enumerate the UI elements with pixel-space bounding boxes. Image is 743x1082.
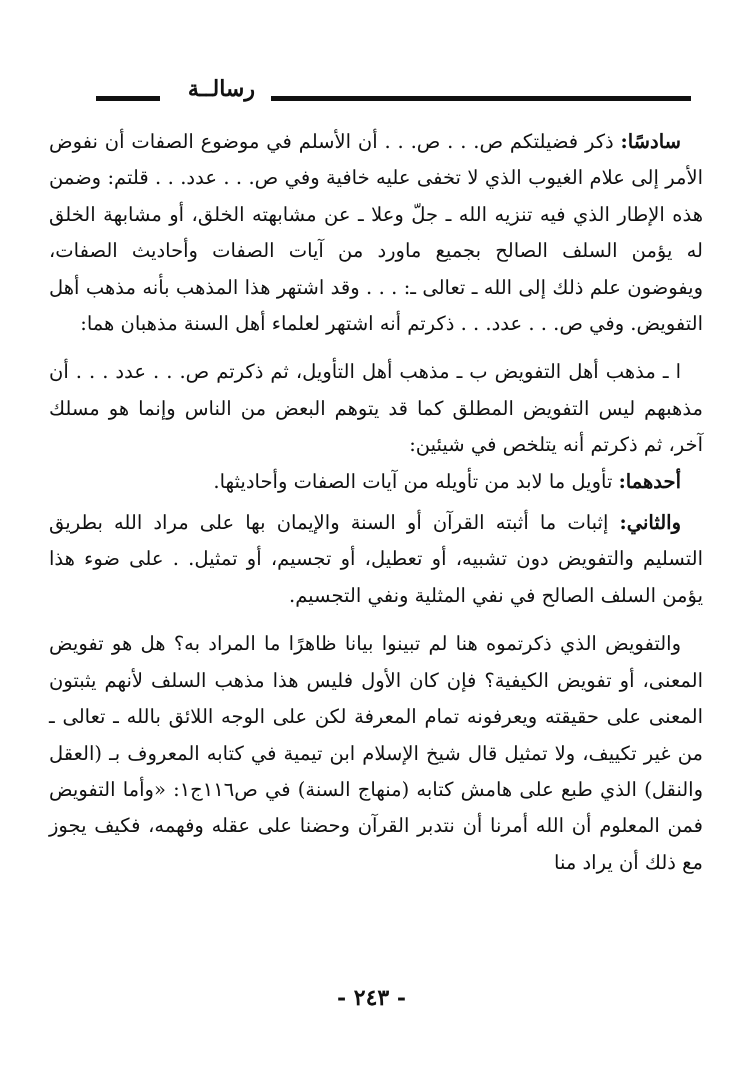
paragraph-body: إثبات ما أثبته القرآن أو السنة والإيمان بها على مراد الله بطريق التسليم والتفويض دون تشبيه، أو تعطيل، أو تجسيم، أو تمثيل. . على ضوء هذا يؤمن السلف الصالح في نفي المثلية ونفي التجسيم. [49,511,703,607]
body-text [49,124,703,881]
paragraph-label: والثاني: [619,511,681,535]
paragraph-two-schools [49,354,703,463]
paragraph-spacer [49,342,703,354]
paragraph-body: ا ـ مذهب أهل التفويض ب ـ مذهب أهل التأويل، ثم ذكرتم ص. . . عدد . . . أن مذهبهم ليس التفويض المطلق كما قد يتوهم البعض من الناس وإنما هو مسلك آخر، ثم ذكرتم أنه يتلخص في شيئين: [49,360,703,457]
paragraph-label: سادسًا: [620,130,681,153]
paragraph-spacer [49,614,703,626]
paragraph-body: تأويل ما لابد من تأويله من آيات الصفات وأحاديثها. [213,469,619,493]
running-header [96,74,691,114]
running-title: رسالــة [187,76,255,102]
paragraph-tafwid-discussion [49,626,703,881]
paragraph-second-thing [49,505,703,614]
paragraph-label: أحدهما: [618,469,681,493]
header-rule-right [271,96,691,101]
paragraph-sixth [49,124,703,342]
header-rule-left [96,96,160,101]
paragraph-first-thing [49,464,703,500]
paragraph-body: ذكر فضيلتكم ص. . . ص. . . أن الأسلم في موضوع الصفات أن نفوض الأمر إلى علام الغيوب الذي لا تخفى عليه خافية وفي ص. . . عدد. . . قلتم: وضمن هذه الإطار الذي فيه تنزيه الله ـ جلّ وعلا ـ عن مشابهته الخلق، أو مشابهة الخلق له يؤمن السلف الصالح بجميع ماورد من آيات الصفات وأحاديث الصفات، ويفوضون علم ذلك إلى الله ـ تعالى ـ: . . . وقد اشتهر هذا المذهب بأنه مذهب أهل التفويض. وفي ص. . . عدد. . . ذكرتم أنه اشتهر لعلماء أهل السنة مذهبان هما: [49,130,703,336]
paragraph-body: والتفويض الذي ذكرتموه هنا لم تبينوا بيانا ظاهرًا ما المراد به؟ هل هو تفويض المعنى، أو تفويض الكيفية؟ فإن كان الأول فليس هذا مذهب السلف لأنهم يثبتون المعنى على حقيقته ويعرفونه تمام المعرفة لكن على الوجه اللائق بالله ـ تعالى ـ من غير تكييف، ولا تمثيل قال شيخ الإسلام ابن تيمية في كتابه المعروف بـ (العقل والنقل) الذي طبع على هامش كتابه (منهاج السنة) في ص١١٦ج١: «وأما التفويض فمن المعلوم أن الله أمرنا أن نتدبر القرآن وحضنا على عقله وفهمه، فكيف يجوز مع ذلك أن يراد منا [49,632,703,874]
page-number: - ٢٤٣ - [336,985,407,1011]
